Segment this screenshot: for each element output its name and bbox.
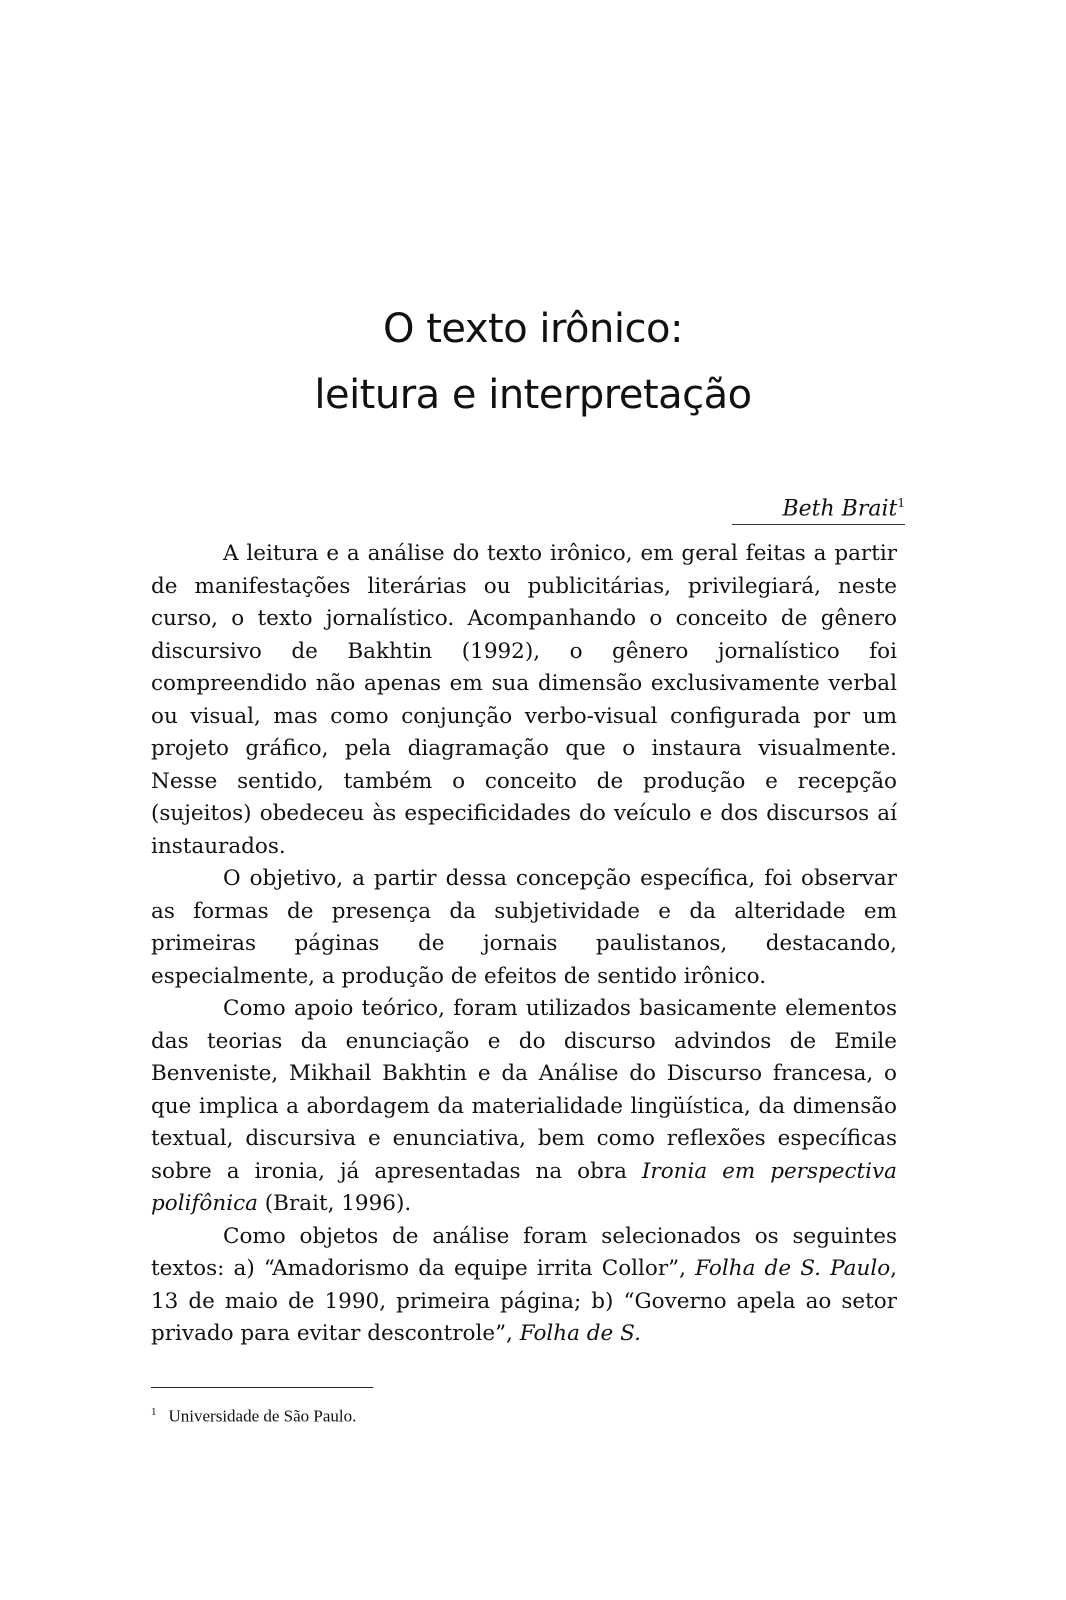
paragraph-3-book-title: Ironia em perspectiva polifônica: [151, 1158, 897, 1216]
author-name: Beth Brait: [782, 496, 898, 522]
footnote: [151, 1400, 897, 1429]
chapter-title-line-2: leitura e interpretação: [314, 372, 752, 418]
paragraph-4-newspaper-1: Folha de S. Paulo: [695, 1256, 891, 1281]
author-byline: [732, 490, 905, 525]
body-text: [151, 538, 897, 1351]
paragraph-4-text-b: , 13 de maio de 1990, primeira página; b) “Governo apela ao setor privado para evitar descontrole”,: [151, 1256, 898, 1346]
paragraph-3-text-a: Como apoio teórico, foram utilizados basicamente elementos das teorias da enunciação e do discurso advindos de Emile Benveniste, Mikhail Bakhtin e da Análise do Discurso francesa, o que implica a abordagem da materialidade lingüística, da dimensão textual, discursiva e enunciativa, bem como reflexões específicas sobre a ironia, já apresentadas na obra: [151, 996, 897, 1184]
footnote-text: Universidade de São Paulo.: [168, 1406, 357, 1426]
paragraph-4-newspaper-2: Folha de S.: [519, 1321, 641, 1346]
footnote-divider: [151, 1387, 373, 1388]
paragraph-4-text-a: Como objetos de análise foram selecionados os seguintes textos: a) “Amadorismo da equipe irrita Collor”,: [151, 1223, 897, 1281]
paragraph-3-text-b: (Brait, 1996).: [257, 1191, 412, 1216]
chapter-title: [0, 296, 1066, 428]
paragraph-4: [151, 1221, 897, 1351]
chapter-title-line-1: O texto irônico:: [383, 306, 683, 352]
paragraph-2: O objetivo, a partir dessa concepção específica, foi observar as formas de presença da subjetividade e da alteridade em primeiras páginas de jornais paulistanos, destacando, especialmente, a produção de efeitos de sentido irônico.: [151, 866, 897, 989]
author-footnote-mark: 1: [897, 496, 905, 510]
paragraph-3: [151, 993, 897, 1221]
footnote-number: 1: [151, 1406, 157, 1418]
paragraph-1: A leitura e a análise do texto irônico, em geral feitas a partir de manifestações literárias ou publicitárias, privilegiará, neste curso, o texto jornalístico. Acompanhando o conceito de gênero discursivo de Bakhtin (1992), o gênero jornalístico foi compreendido não apenas em sua dimensão exclusivamente verbal ou visual, mas como conjunção verbo-visual configurada por um projeto gráfico, pela diagramação que o instaura visualmente. Nesse sentido, também o conceito de produção e recepção (sujeitos) obedeceu às especificidades do veículo e dos discursos aí instaurados.: [151, 541, 897, 859]
